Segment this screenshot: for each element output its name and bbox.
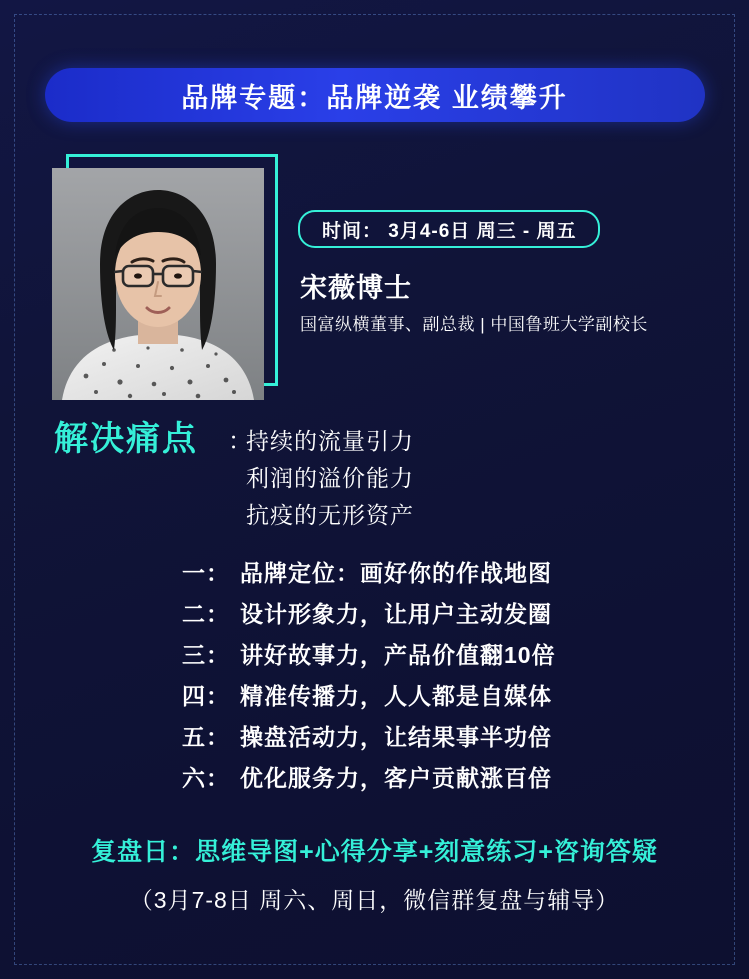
footer-main-text: 复盘日：思维导图+心得分享+刻意练习+咨询答疑 <box>91 838 658 866</box>
module-index: 二： <box>182 601 230 627</box>
speaker-title: 国富纵横董事、副总裁 | 中国鲁班大学副校长 <box>300 315 648 334</box>
footer-sub-text: （3月7-8日 周六、周日，微信群复盘与辅导） <box>129 887 620 913</box>
module-text: 操盘活动力，让结果事半功倍 <box>240 724 552 750</box>
list-item <box>0 637 749 678</box>
list-item <box>0 678 749 719</box>
module-index: 一： <box>182 560 230 586</box>
pain-points-label: 解决痛点 <box>54 420 198 458</box>
list-item: 利润的溢价能力 <box>246 465 414 491</box>
module-text: 讲好故事力，产品价值翻10倍 <box>240 642 556 668</box>
module-text: 设计形象力，让用户主动发圈 <box>240 601 552 627</box>
speaker-name: 宋薇博士 <box>300 273 412 303</box>
pain-points-list <box>246 423 414 534</box>
module-list <box>0 555 749 801</box>
module-text: 优化服务力，客户贡献涨百倍 <box>240 765 552 791</box>
module-text: 精准传播力，人人都是自媒体 <box>240 683 552 709</box>
module-index: 三： <box>182 642 230 668</box>
list-item <box>0 760 749 801</box>
list-item <box>0 596 749 637</box>
speaker-section <box>0 148 749 398</box>
speaker-photo-frame <box>52 154 264 386</box>
speaker-photo <box>52 168 264 400</box>
module-index: 六： <box>182 765 230 791</box>
module-index: 四： <box>182 683 230 709</box>
title-banner <box>45 68 705 122</box>
session-time-pill <box>298 210 600 248</box>
module-text: 品牌定位：画好你的作战地图 <box>240 560 552 586</box>
list-item: 抗疫的无形资产 <box>246 502 414 528</box>
module-index: 五： <box>182 724 230 750</box>
list-item: 持续的流量引力 <box>246 428 414 454</box>
banner-title: 品牌专题：品牌逆袭 业绩攀升 <box>181 82 568 113</box>
title-banner-container <box>0 68 749 122</box>
list-item <box>0 719 749 760</box>
session-time-label: 时间： 3月4-6日 周三 - 周五 <box>322 220 577 242</box>
pain-points-colon: ： <box>228 428 252 455</box>
footer-section <box>0 832 749 915</box>
list-item <box>0 555 749 596</box>
